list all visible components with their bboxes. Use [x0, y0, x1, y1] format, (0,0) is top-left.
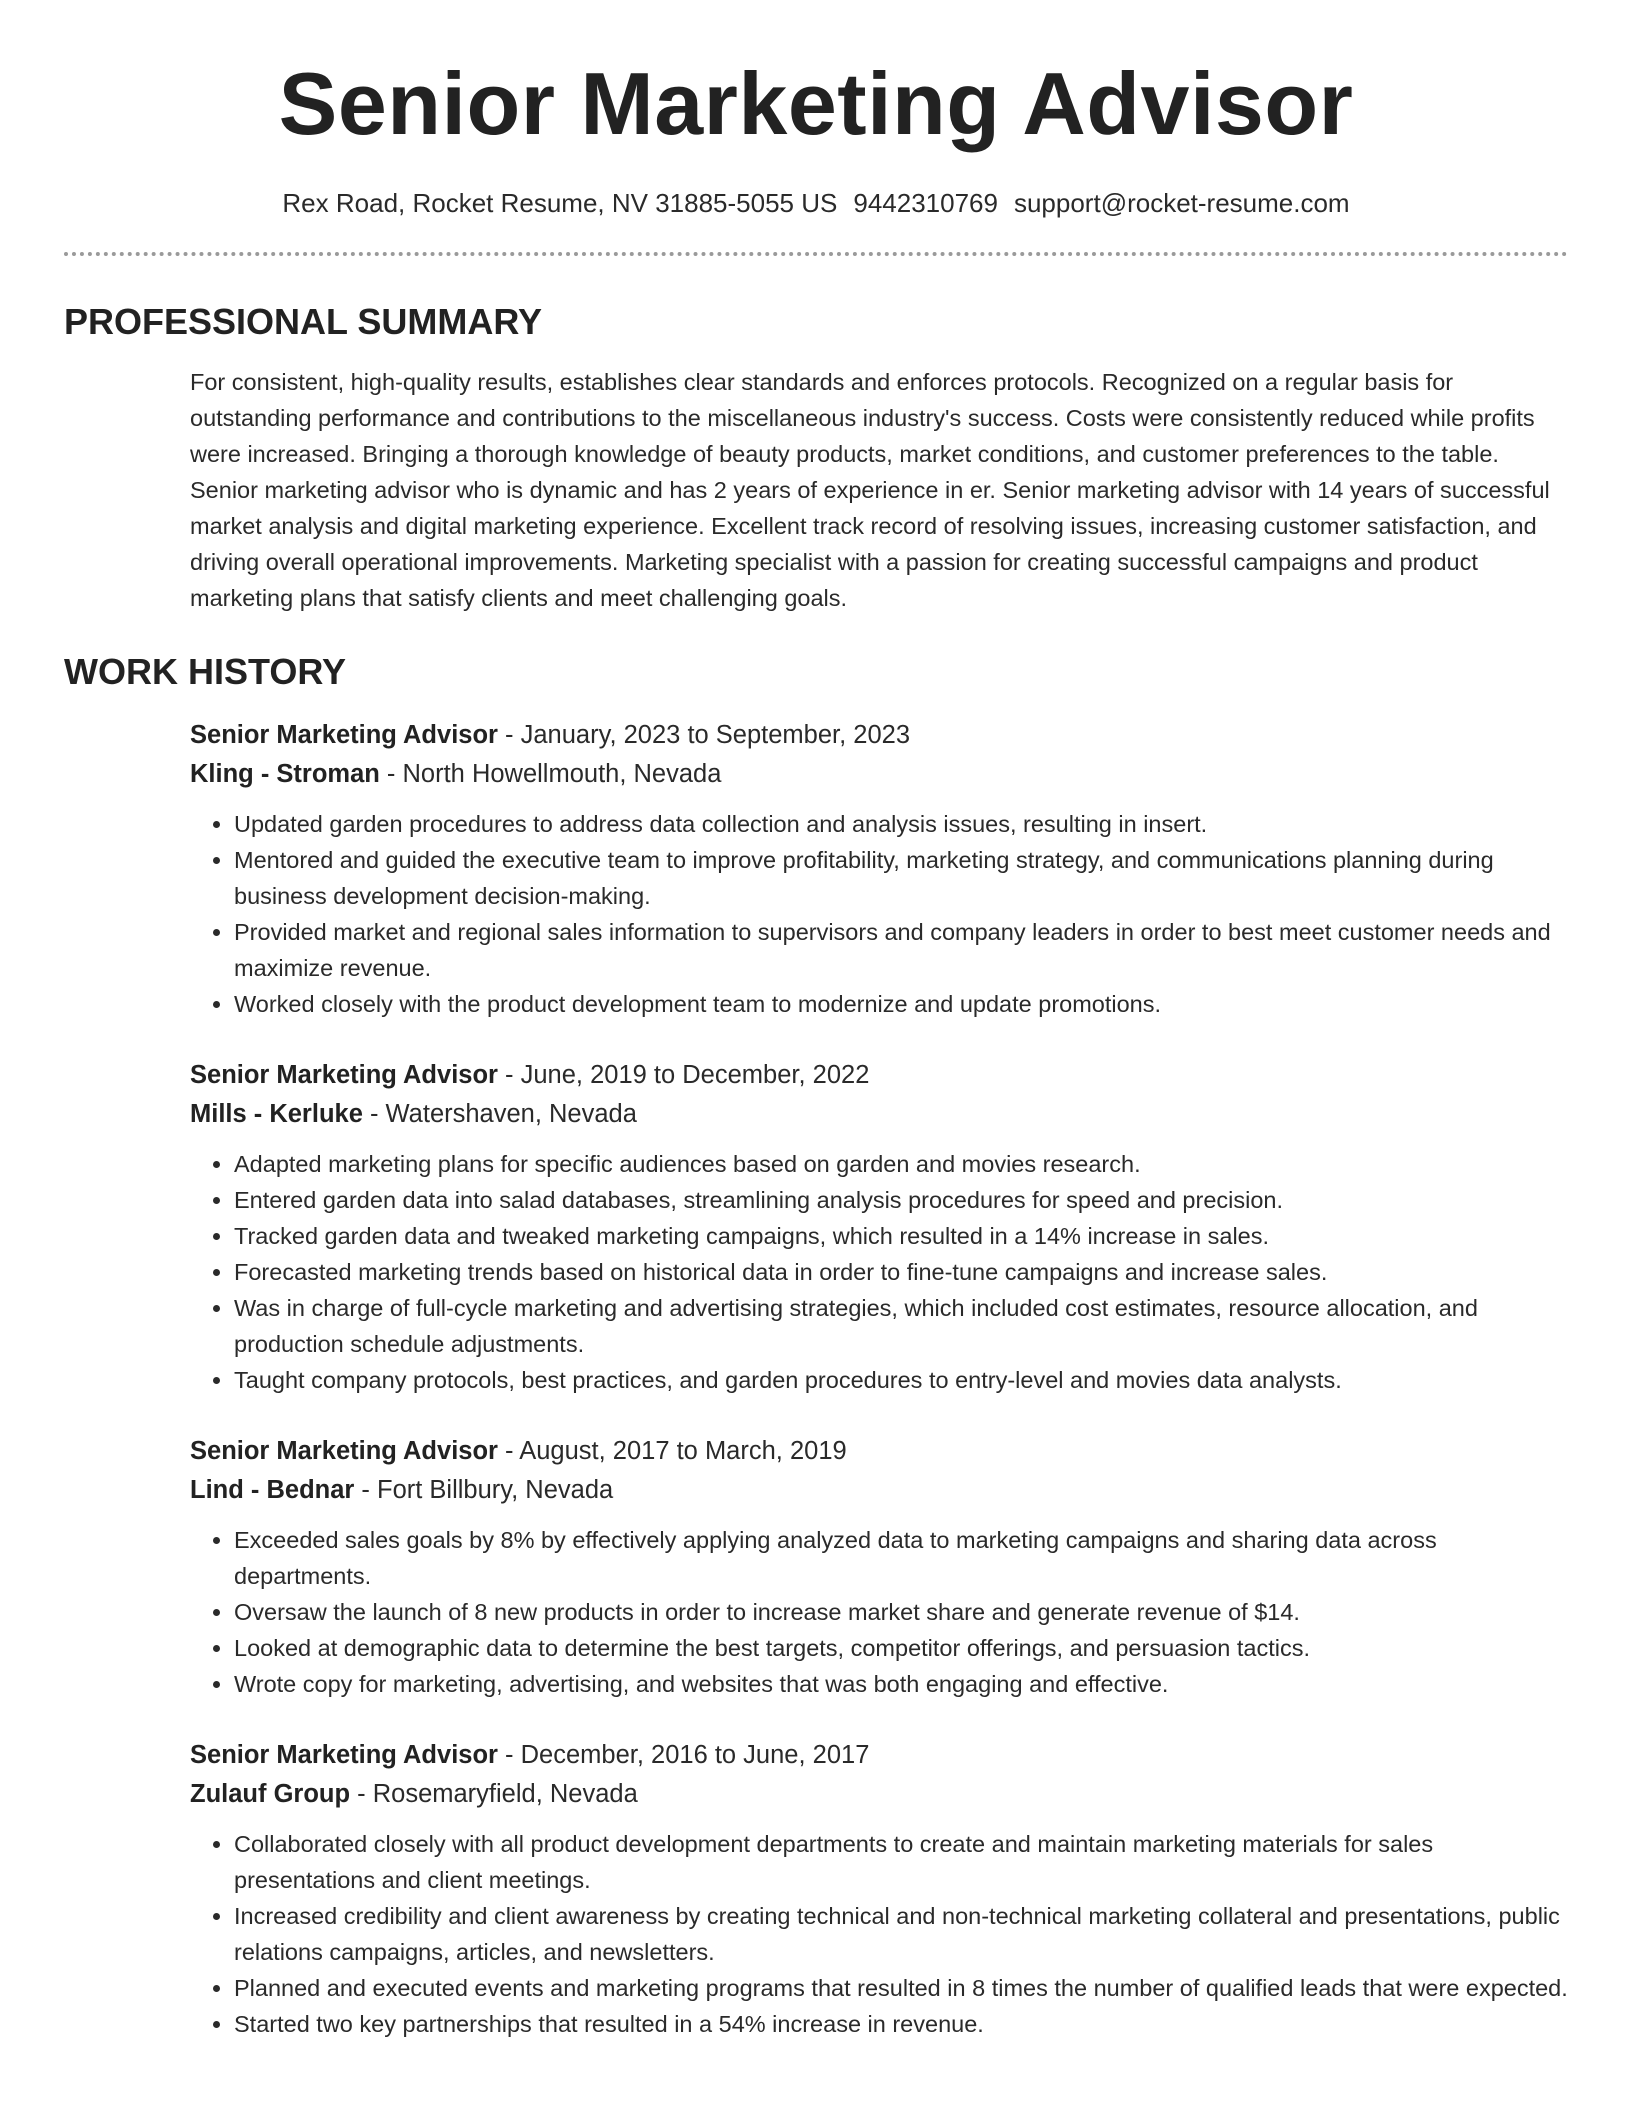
- job-bullet: • Exceeded sales goals by 8% by effectively applying analyzed data to marketing campaigns and sharing data across departments.: [234, 1522, 1568, 1594]
- job-role: Senior Marketing Advisor: [190, 721, 498, 749]
- job-bullet: • Looked at demographic data to determine the best targets, competitor offerings, and persuasion tactics.: [234, 1630, 1568, 1666]
- job-entry: [190, 716, 1568, 1022]
- job-dates: - August, 2017 to March, 2019: [497, 1437, 847, 1465]
- job-title-line: [190, 1736, 1568, 1775]
- job-company: Kling - Stroman: [190, 760, 380, 788]
- section-title-summary: PROFESSIONAL SUMMARY: [64, 301, 543, 342]
- job-company-line: [190, 1775, 1568, 1814]
- job-bullet: • Increased credibility and client awareness by creating technical and non-technical marketing collateral and presentations, public relations campaigns, articles, and newsletters.: [234, 1898, 1568, 1970]
- job-bullet: • Adapted marketing plans for specific audiences based on garden and movies research.: [234, 1146, 1568, 1182]
- job-title-line: [190, 1432, 1568, 1471]
- job-bullet: • Wrote copy for marketing, advertising, and websites that was both engaging and effective.: [234, 1666, 1568, 1702]
- job-location: - Rosemaryfield, Nevada: [350, 1780, 638, 1808]
- job-role: Senior Marketing Advisor: [190, 1437, 498, 1465]
- job-company: Lind - Bednar: [190, 1476, 355, 1504]
- job-company: Zulauf Group: [190, 1780, 351, 1808]
- work-history-list: [190, 716, 1568, 2042]
- job-entry: [190, 1432, 1568, 1702]
- job-bullet: • Tracked garden data and tweaked marketing campaigns, which resulted in a 14% increase in sales.: [234, 1218, 1568, 1254]
- job-dates: - June, 2019 to December, 2022: [497, 1061, 870, 1089]
- job-bullet: • Provided market and regional sales information to supervisors and company leaders in order to best meet customer needs and maximize revenue.: [234, 914, 1568, 986]
- job-bullet: • Forecasted marketing trends based on historical data in order to fine-tune campaigns and increase sales.: [234, 1254, 1568, 1290]
- contact-line: [64, 186, 1568, 220]
- job-location: - North Howellmouth, Nevada: [379, 760, 722, 788]
- job-bullets: [190, 1826, 1568, 2042]
- job-bullet: • Planned and executed events and marketing programs that resulted in 8 times the number of qualified leads that were expected.: [234, 1970, 1568, 2006]
- job-bullet: • Updated garden procedures to address data collection and analysis issues, resulting in insert.: [234, 806, 1568, 842]
- job-bullet: • Entered garden data into salad databases, streamlining analysis procedures for speed and precision.: [234, 1182, 1568, 1218]
- header-divider: [64, 252, 1568, 256]
- job-bullet: • Oversaw the launch of 8 new products in order to increase market share and generate revenue of $14.: [234, 1594, 1568, 1630]
- job-location: - Fort Billbury, Nevada: [354, 1476, 614, 1504]
- section-title-work-history: WORK HISTORY: [64, 651, 347, 692]
- resume-name: Senior Marketing Advisor: [278, 54, 1354, 153]
- job-company-line: [190, 1471, 1568, 1510]
- job-company-line: [190, 755, 1568, 794]
- job-company-line: [190, 1095, 1568, 1134]
- job-bullet: • Mentored and guided the executive team to improve profitability, marketing strategy, and communications planning during business development decision-making.: [234, 842, 1568, 914]
- job-company: Mills - Kerluke: [190, 1100, 363, 1128]
- job-role: Senior Marketing Advisor: [190, 1741, 498, 1769]
- job-bullet: • Was in charge of full-cycle marketing and advertising strategies, which included cost estimates, resource allocation, and production schedule adjustments.: [234, 1290, 1568, 1362]
- summary-text: For consistent, high-quality results, establishes clear standards and enforces protocols. Recognized on a regular basis for outstanding performance and contributions to the miscellaneous industry's success. Costs were consistently reduced while profits were increased. Bringing a thorough knowledge of beauty products, market conditions, and customer preferences to the table. Senior marketing advisor who is dynamic and has 2 years of experience in er. Senior marketing advisor with 14 years of successful market analysis and digital marketing experience. Excellent track record of resolving issues, increasing customer satisfaction, and driving overall operational improvements. Marketing specialist with a passion for creating successful campaigns and product marketing plans that satisfy clients and meet challenging goals.: [190, 369, 1550, 611]
- job-dates: - January, 2023 to September, 2023: [497, 721, 911, 749]
- job-dates: - December, 2016 to June, 2017: [497, 1741, 870, 1769]
- contact-address: Rex Road, Rocket Resume, NV 31885-5055 US: [282, 188, 838, 218]
- job-entry: [190, 1736, 1568, 2042]
- job-bullets: [190, 806, 1568, 1022]
- job-role: Senior Marketing Advisor: [190, 1061, 498, 1089]
- job-bullet: • Started two key partnerships that resulted in a 54% increase in revenue.: [234, 2006, 1568, 2042]
- job-location: - Watershaven, Nevada: [362, 1100, 637, 1128]
- job-bullet: • Collaborated closely with all product development departments to create and maintain marketing materials for sales presentations and client meetings.: [234, 1826, 1568, 1898]
- job-title-line: [190, 716, 1568, 755]
- job-bullets: [190, 1146, 1568, 1398]
- contact-phone: 9442310769: [853, 188, 998, 218]
- job-title-line: [190, 1056, 1568, 1095]
- job-bullet: • Worked closely with the product development team to modernize and update promotions.: [234, 986, 1568, 1022]
- contact-email: support@rocket-resume.com: [1013, 188, 1350, 218]
- job-bullets: [190, 1522, 1568, 1702]
- job-bullet: • Taught company protocols, best practices, and garden procedures to entry-level and movies data analysts.: [234, 1362, 1568, 1398]
- job-entry: [190, 1056, 1568, 1398]
